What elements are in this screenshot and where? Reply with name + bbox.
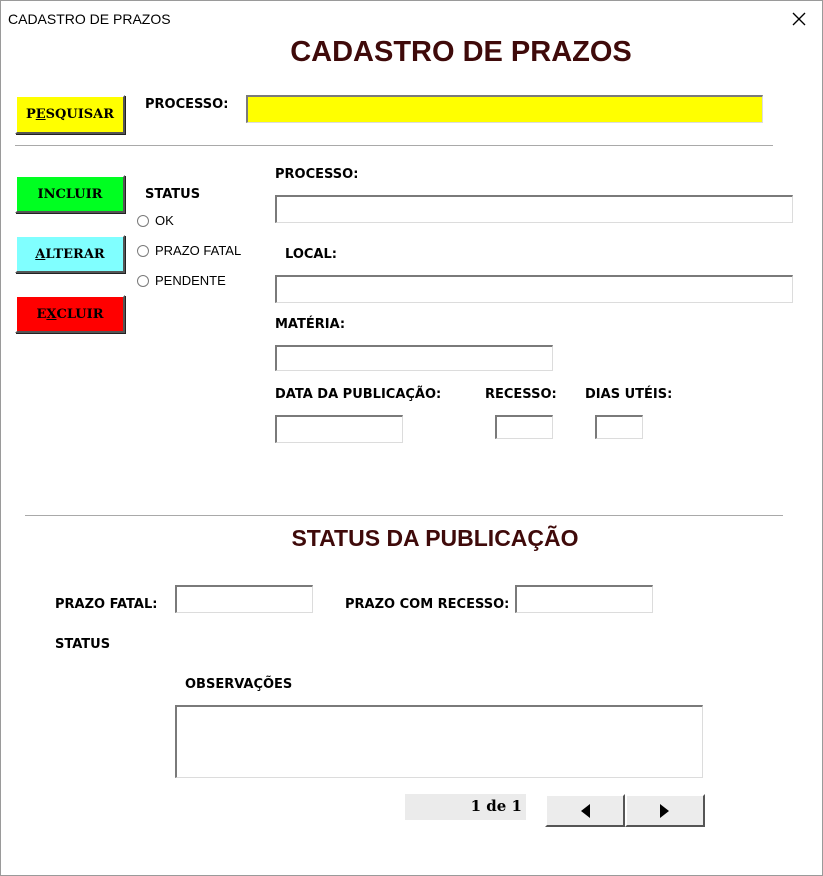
status-radio-pendente[interactable] bbox=[137, 273, 226, 288]
prazo-fatal-label: PRAZO FATAL: bbox=[55, 597, 158, 612]
radio-button-icon bbox=[137, 245, 149, 257]
dias-uteis-label: DIAS UTÉIS: bbox=[585, 387, 673, 402]
search-process-input[interactable] bbox=[246, 95, 763, 123]
prazo-fatal-input[interactable] bbox=[175, 585, 313, 613]
triangle-right-icon bbox=[658, 803, 672, 819]
include-button-label: INCLUIR bbox=[37, 186, 103, 202]
status-label: STATUS bbox=[145, 187, 201, 202]
alter-button-label: LTERAR bbox=[45, 246, 105, 262]
delete-button-hotkey: X bbox=[46, 306, 57, 322]
radio-button-icon bbox=[137, 215, 149, 227]
triangle-left-icon bbox=[578, 803, 592, 819]
search-process-label: PROCESSO: bbox=[145, 97, 229, 112]
data-publicacao-label: DATA DA PUBLICAÇÃO: bbox=[275, 387, 442, 402]
form-heading: CADASTRO DE PRAZOS bbox=[290, 36, 632, 68]
divider-bottom bbox=[25, 515, 783, 517]
publication-status-heading: STATUS DA PUBLICAÇÃO bbox=[291, 525, 579, 551]
alter-button-hotkey: A bbox=[35, 246, 46, 262]
data-publicacao-input[interactable] bbox=[275, 415, 403, 443]
search-button-label-part1: P bbox=[25, 107, 36, 122]
recesso-input[interactable] bbox=[495, 415, 553, 439]
status-option-prazo-fatal-label: PRAZO FATAL bbox=[155, 243, 242, 258]
prazo-recesso-label: PRAZO COM RECESSO: bbox=[345, 597, 510, 612]
prazo-recesso-input[interactable] bbox=[515, 585, 653, 613]
window-title: CADASTRO DE PRAZOS bbox=[8, 11, 171, 27]
observacoes-textarea[interactable] bbox=[175, 705, 703, 778]
processo-input[interactable] bbox=[275, 195, 793, 223]
status-option-pendente-label: PENDENTE bbox=[155, 273, 226, 288]
search-button[interactable] bbox=[15, 95, 125, 134]
observacoes-label: OBSERVAÇÕES bbox=[185, 677, 293, 692]
search-button-hotkey: E bbox=[35, 107, 46, 122]
search-button-label-part2: SQUISAR bbox=[45, 107, 115, 122]
previous-record-button[interactable] bbox=[545, 794, 625, 827]
next-record-button[interactable] bbox=[625, 794, 705, 827]
divider-top bbox=[15, 145, 773, 147]
include-button[interactable] bbox=[15, 175, 125, 213]
materia-label: MATÉRIA: bbox=[275, 317, 346, 332]
delete-button-label-part1: E bbox=[36, 306, 47, 322]
materia-input[interactable] bbox=[275, 345, 553, 371]
delete-button[interactable] bbox=[15, 295, 125, 333]
status-radio-ok[interactable] bbox=[137, 213, 174, 228]
record-counter: 1 de 1 bbox=[405, 794, 526, 820]
radio-button-icon bbox=[137, 275, 149, 287]
close-icon bbox=[787, 7, 811, 31]
status-option-ok-label: OK bbox=[155, 213, 174, 228]
processo-label: PROCESSO: bbox=[275, 167, 359, 182]
local-label: LOCAL: bbox=[285, 247, 337, 262]
dias-uteis-input[interactable] bbox=[595, 415, 643, 439]
status-radio-prazo-fatal[interactable] bbox=[137, 243, 241, 258]
publication-status-label: STATUS bbox=[55, 637, 111, 652]
local-input[interactable] bbox=[275, 275, 793, 303]
recesso-label: RECESSO: bbox=[485, 387, 557, 402]
alter-button[interactable] bbox=[15, 235, 125, 273]
delete-button-label-part2: CLUIR bbox=[56, 306, 104, 322]
close-button[interactable] bbox=[787, 7, 811, 31]
